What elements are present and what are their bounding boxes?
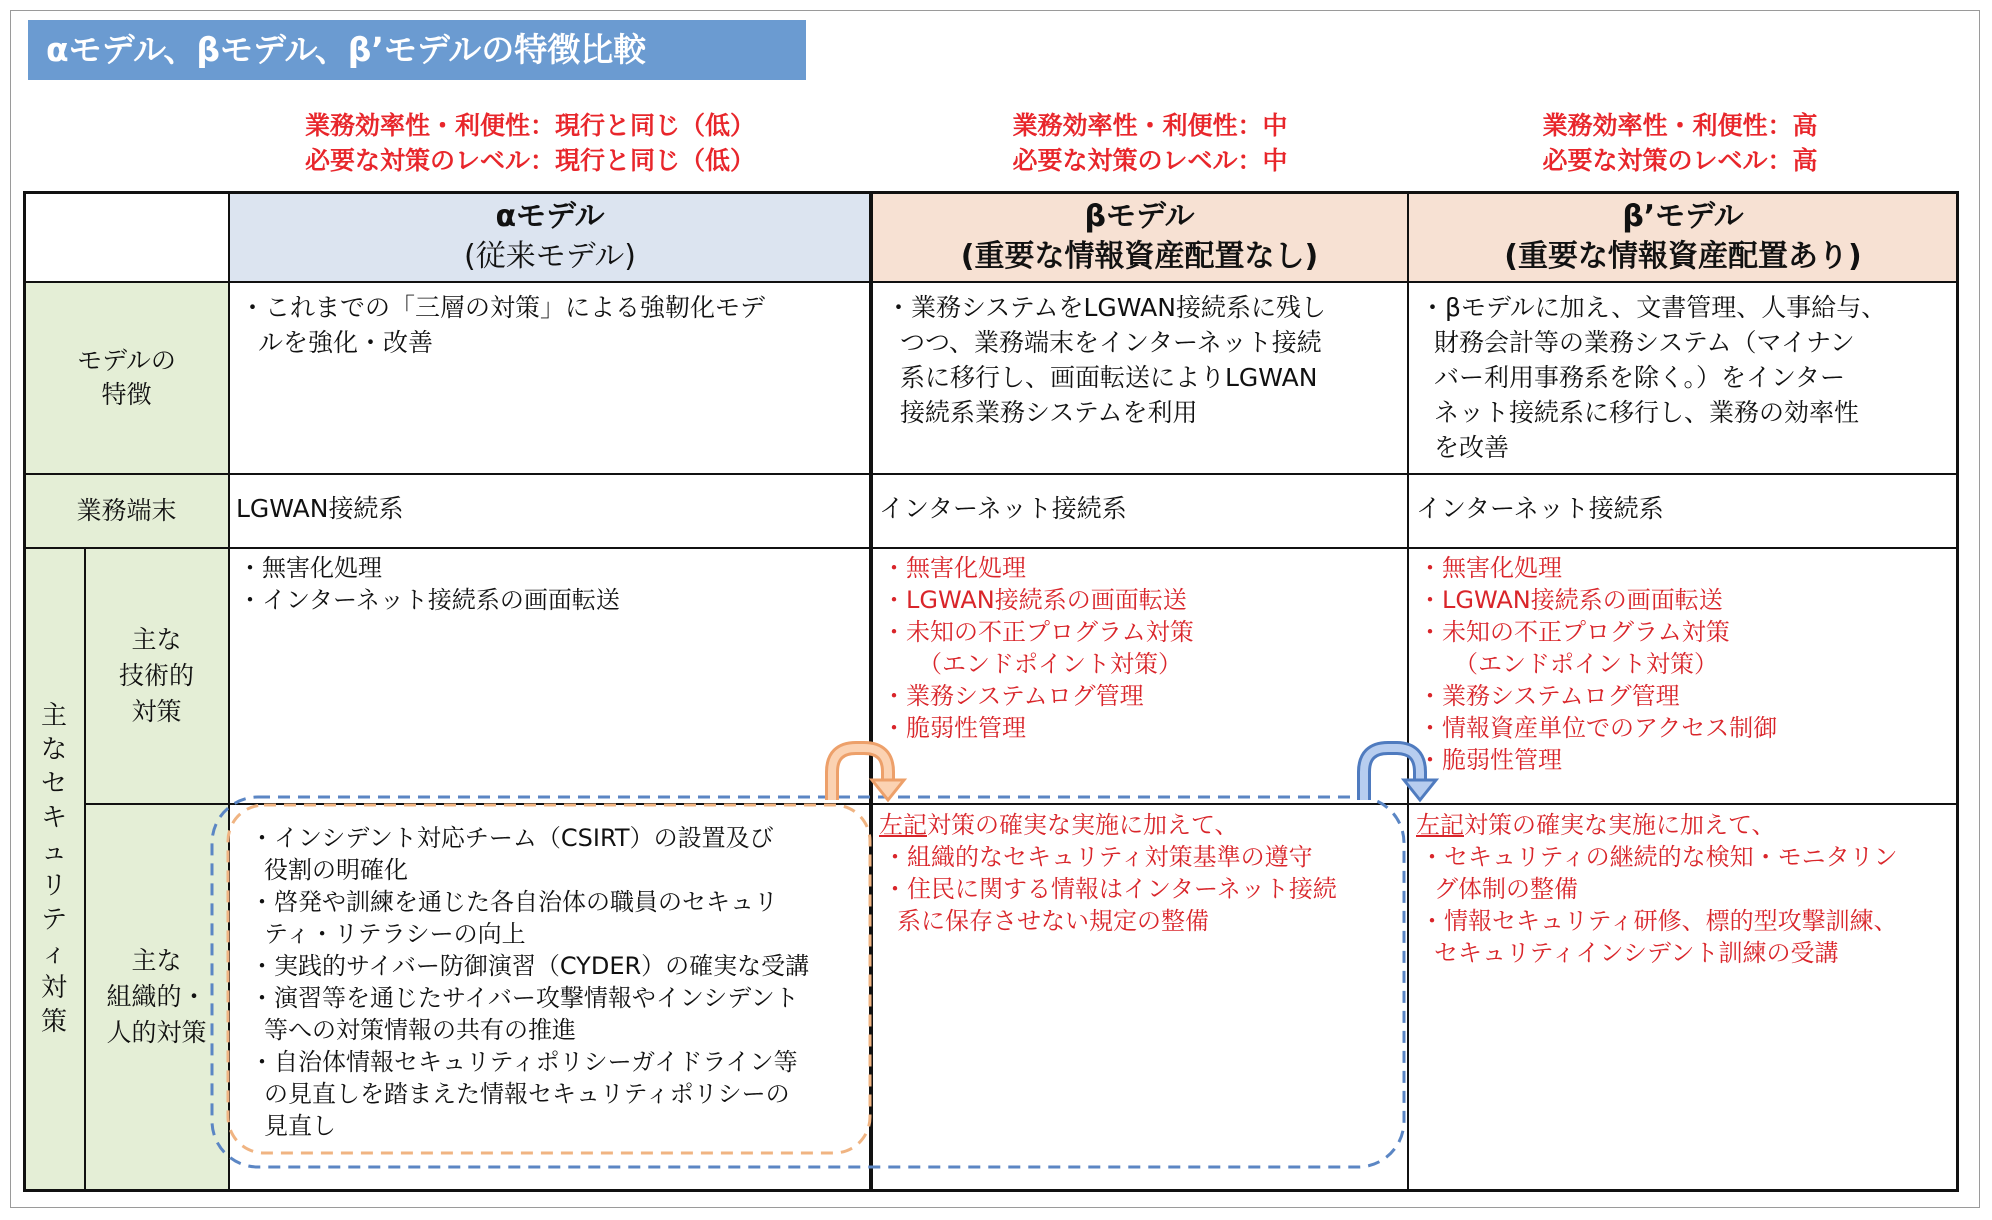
terminal-betap: インターネット接続系 [1416, 494, 1664, 523]
text-line: ・演習等を通じたサイバー攻撃情報やインシデント [250, 984, 799, 1012]
level-betap-efficiency: 業務効率性・利便性：高 [1542, 111, 1818, 140]
vertical-char: キ [40, 803, 67, 833]
text-line: 見直し [264, 1112, 336, 1140]
row-label-features-line2: 特徴 [101, 380, 152, 409]
text-line: ・インターネット接続系の画面転送 [238, 586, 620, 614]
text-line: ・LGWAN接続系の画面転送 [1418, 586, 1723, 614]
underlined-ref: 左記 [879, 811, 927, 839]
text-line: 対策 [131, 697, 182, 726]
blue-curved-arrow-icon [1364, 748, 1436, 800]
text-line: ・脆弱性管理 [882, 714, 1026, 742]
blue-dashed-box [212, 797, 1404, 1167]
column-betap-name: β’モデル [1622, 199, 1744, 234]
text-line: ・未知の不正プログラム対策 [1418, 618, 1730, 646]
text-line: 財務会計等の業務システム（マイナン [1434, 328, 1855, 357]
level-betap-measures: 必要な対策のレベル：高 [1542, 146, 1818, 175]
column-alpha-sub: (従来モデル) [464, 239, 636, 274]
lead-text: 対策の確実な実施に加えて、 [1464, 811, 1776, 839]
text-line: （エンドポイント対策） [1454, 650, 1718, 678]
column-alpha-name: αモデル [495, 199, 605, 234]
row-label-terminal: 業務端末 [24, 474, 229, 548]
level-beta-measures: 必要な対策のレベル：中 [1012, 146, 1288, 175]
terminal-beta: インターネット接続系 [879, 494, 1127, 523]
text-line: ・業務システムログ管理 [882, 682, 1144, 710]
terminal-alpha: LGWAN接続系 [236, 494, 404, 523]
text-line: ・組織的なセキュリティ対策基準の遵守 [883, 843, 1313, 871]
text-line: ・情報資産単位でのアクセス制御 [1418, 714, 1778, 742]
vertical-char: 対 [40, 973, 67, 1003]
vertical-char: リ [40, 871, 67, 901]
level-alpha-measures: 必要な対策のレベル：現行と同じ（低） [304, 146, 755, 175]
text-line: ティ・リテラシーの向上 [264, 920, 526, 948]
text-line: 組織的・ [106, 982, 207, 1011]
text-line: ・情報セキュリティ研修、標的型攻撃訓練、 [1420, 907, 1898, 935]
text-line: の見直しを踏まえた情報セキュリティポリシーの [264, 1080, 790, 1108]
text-line: ルを強化・改善 [258, 328, 434, 357]
page-title: αモデル、βモデル、β’モデルの特徴比較 [28, 20, 806, 80]
underlined-ref: 左記 [1416, 811, 1464, 839]
text-line: 接続系業務システムを利用 [900, 398, 1198, 427]
text-line: 技術的 [118, 661, 194, 690]
text-line: ・業務システムログ管理 [1418, 682, 1680, 710]
text-line: ネット接続系に移行し、業務の効率性 [1434, 398, 1860, 427]
vertical-char: テ [40, 905, 67, 935]
text-line: バー利用事務系を除く。）をインター [1434, 363, 1846, 392]
text-line: ・これまでの「三層の対策」による強靭化モデ [240, 293, 766, 322]
text-line: 系に保存させない規定の整備 [897, 907, 1209, 935]
text-line: 系に移行し、画面転送によりLGWAN [900, 363, 1318, 392]
orange-dashed-box [228, 805, 870, 1153]
vertical-char: セ [40, 769, 67, 799]
vertical-char: な [40, 735, 67, 765]
text-line: つつ、業務端末をインターネット接続 [900, 328, 1322, 357]
vertical-char: ィ [40, 939, 67, 969]
text-line: ・業務システムをLGWAN接続系に残し [886, 293, 1326, 322]
text-line: 等への対策情報の共有の推進 [264, 1016, 576, 1044]
text-line: ・無害化処理 [1418, 554, 1562, 582]
text-line: （エンドポイント対策） [918, 650, 1182, 678]
vertical-char: 主 [40, 701, 67, 731]
text-line: ・無害化処理 [882, 554, 1026, 582]
level-beta-efficiency: 業務効率性・利便性：中 [1012, 111, 1288, 140]
row-label-features-line1: モデルの [77, 346, 176, 375]
text-line: 役割の明確化 [264, 856, 408, 884]
vertical-char: 策 [40, 1007, 67, 1037]
text-line: ・自治体情報セキュリティポリシーガイドライン等 [250, 1048, 798, 1076]
column-betap-sub: (重要な情報資産配置あり) [1504, 239, 1862, 274]
text-line: ・脆弱性管理 [1418, 746, 1562, 774]
orange-curved-arrow-icon [832, 748, 904, 800]
text-line: ・βモデルに加え、文書管理、人事給与、 [1420, 293, 1887, 322]
text-line: 人的対策 [106, 1018, 207, 1047]
text-line: ・実践的サイバー防御演習（CYDER）の確実な受講 [250, 952, 810, 980]
text-line: ・インシデント対応チーム（CSIRT）の設置及び [250, 824, 774, 852]
level-alpha-efficiency: 業務効率性・利便性：現行と同じ（低） [304, 111, 755, 140]
text-line: ・未知の不正プログラム対策 [882, 618, 1194, 646]
text-line: セキュリティインシデント訓練の受講 [1434, 939, 1839, 967]
lead-text: 対策の確実な実施に加えて、 [927, 811, 1239, 839]
column-beta-sub: (重要な情報資産配置なし) [960, 239, 1319, 274]
text-line: ・無害化処理 [238, 554, 382, 582]
column-beta-name: βモデル [1084, 199, 1195, 234]
vertical-char: ュ [40, 837, 67, 867]
text-line: 主な [131, 946, 182, 975]
text-line: ・啓発や訓練を通じた各自治体の職員のセキュリ [250, 888, 778, 916]
text-line: ・LGWAN接続系の画面転送 [882, 586, 1187, 614]
text-line: グ体制の整備 [1434, 875, 1578, 903]
text-line: ・住民に関する情報はインターネット接続 [883, 875, 1337, 903]
text-line: 主な [131, 625, 182, 654]
text-line: を改善 [1434, 433, 1510, 462]
text-line: ・セキュリティの継続的な検知・モニタリン [1420, 843, 1898, 871]
